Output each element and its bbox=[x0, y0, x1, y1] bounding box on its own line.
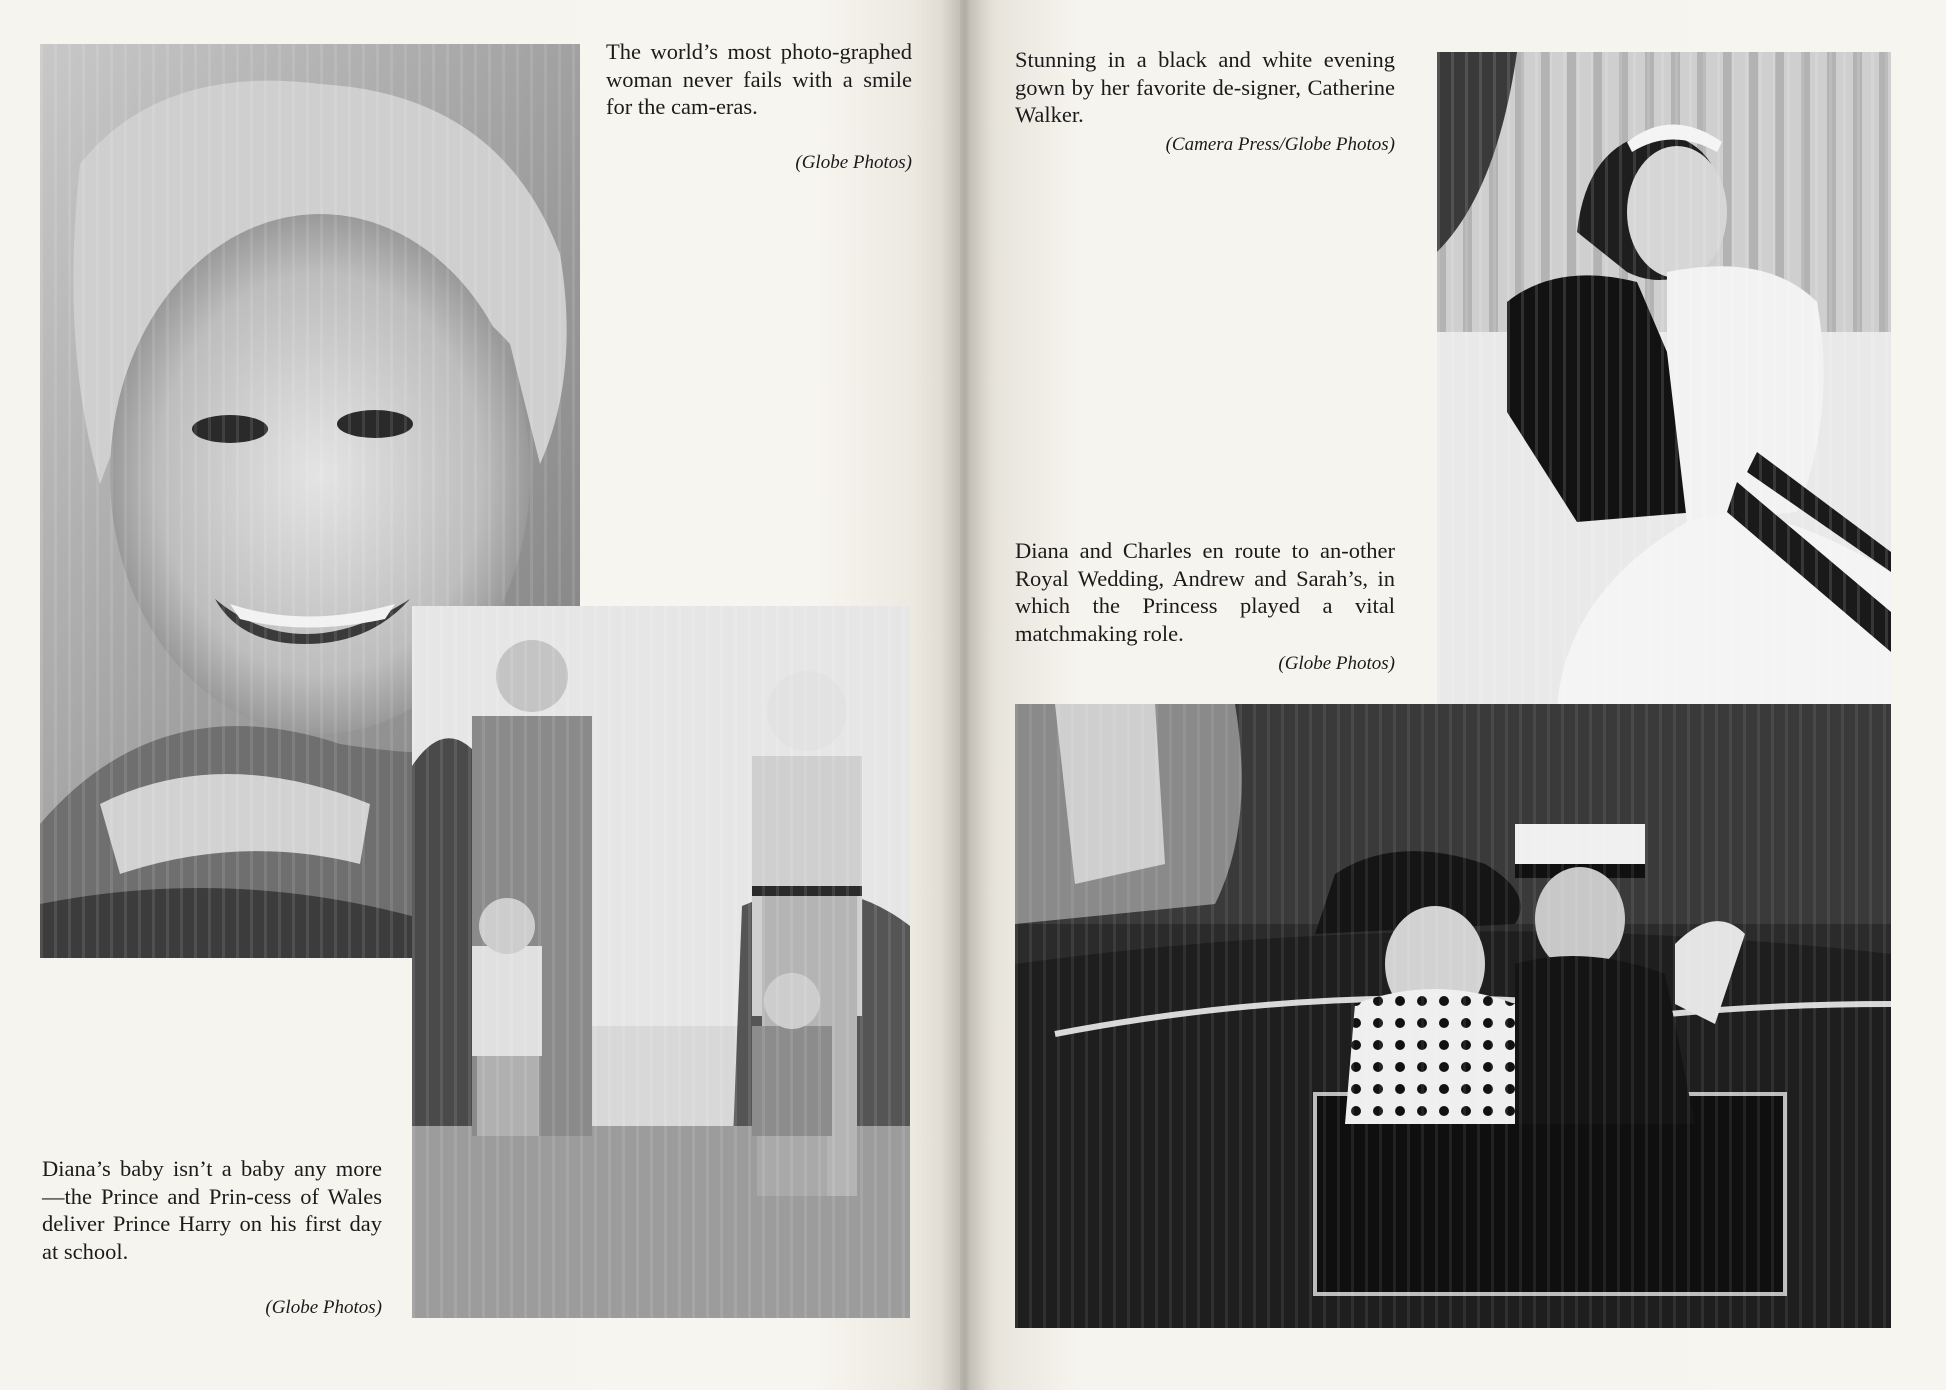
book-gutter bbox=[940, 0, 990, 1390]
gown-credit: (Camera Press/Globe Photos) bbox=[1165, 134, 1395, 155]
royal-wedding-credit: (Globe Photos) bbox=[1278, 653, 1395, 674]
portrait-caption: The world’s most photo-graphed woman never fails with a smile for the cam-eras. bbox=[606, 39, 912, 119]
gown-caption: Stunning in a black and white evening gown by her favorite de-signer, Catherine Walker. bbox=[1015, 47, 1395, 127]
royal-wedding-caption: Diana and Charles en route to an-other Royal Wedding, Andrew and Sarah’s, in which the Princess played a vital matchmaking role. bbox=[1015, 538, 1395, 646]
portrait-credit: (Globe Photos) bbox=[795, 152, 912, 173]
gown-photo bbox=[1437, 52, 1891, 706]
school-photo bbox=[412, 606, 910, 1318]
carriage-photo bbox=[1015, 704, 1891, 1328]
couple-in-carriage-photo-icon bbox=[1015, 704, 1891, 1328]
school-caption: Diana’s baby isn’t a baby any more—the Prince and Prin-cess of Wales deliver Prince Harry on his first day at school. bbox=[42, 1156, 382, 1264]
woman-in-tiara-photo-icon bbox=[1437, 52, 1891, 706]
family-outdoor-photo-icon bbox=[412, 606, 910, 1318]
school-credit: (Globe Photos) bbox=[265, 1297, 382, 1318]
